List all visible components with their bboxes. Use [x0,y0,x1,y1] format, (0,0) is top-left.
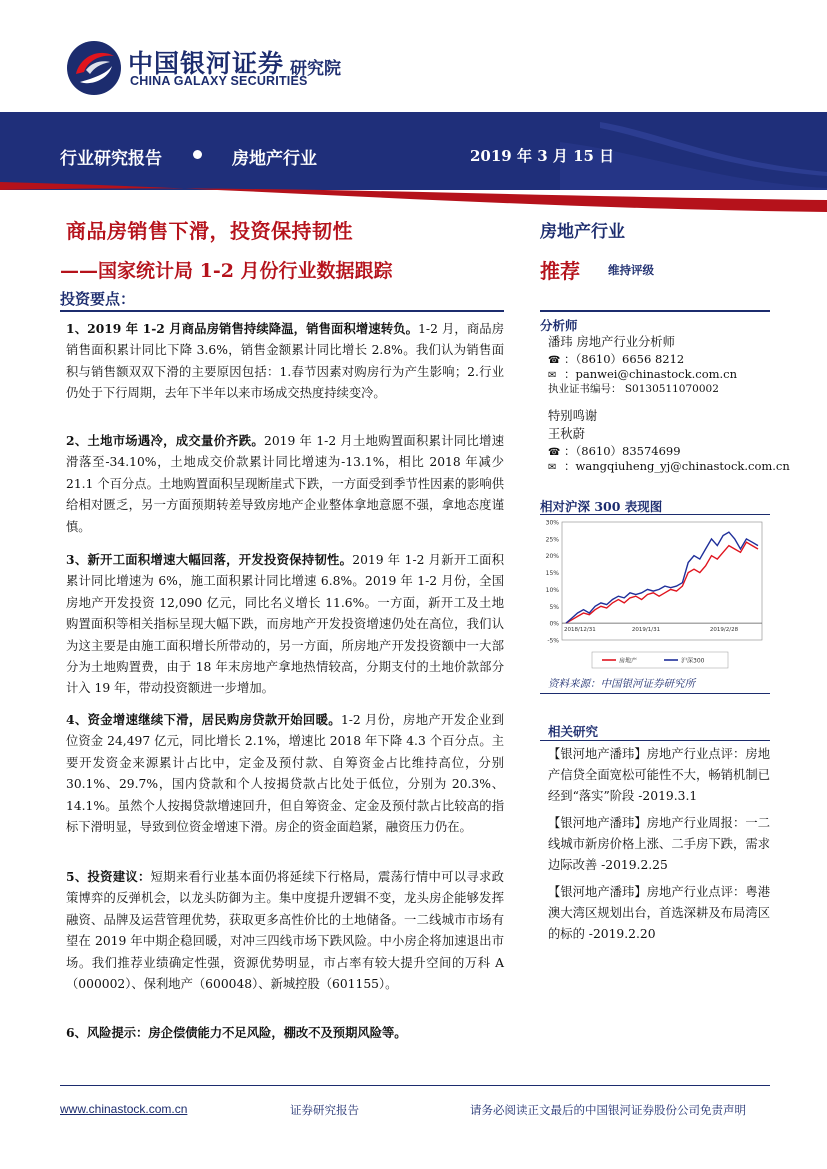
point-4-lead: 4、资金增速继续下滑，居民购房贷款开始回暖。 [66,712,341,727]
point-3-lead: 3、新开工面积增速大幅回落，开发投资保持韧性。 [66,552,353,567]
envelope-icon: ✉ [548,462,557,473]
chart-bottom-rule [540,693,770,694]
footer-disclaimer: 请务必阅读正文最后的中国银河证券股份公司免责声明 [470,1103,746,1117]
chart-plot-frame [562,522,762,640]
point-4 [66,709,504,838]
research-item[interactable]: 【银河地产潘玮】房地产行业周报：一二线城市新房价格上涨、二手房下跌，需求边际改善 -2019.2.25 [548,816,770,872]
thanks-phone-value: ：（8610）83574699 [564,444,681,458]
phone-icon: ☎ [548,355,561,366]
phone-icon: ☎ [548,447,561,458]
footer-website-link[interactable]: www.chinastock.com.cn [60,1102,188,1116]
research-heading: 相关研究 [548,724,599,739]
cert-number: S0130511070002 [624,383,719,395]
point-6 [66,1022,504,1044]
point-4-text: 1-2 月份，房地产开发企业到位资金 24,497 亿元，同比增长 2.1%，增速比 2018 年下降 4.3 个百分点。主要开发资金来源累计占比中，定金及预付款、自筹资金占比维持高位，分别 30.1%、29.7%，国内贷款和个人按揭贷款占比处于低位，分别为 20.3%、14.1%。虽然个人按揭贷款增速回升，但自筹资金、定金及预付款占比较高的指标下滑明显，导致到位资金增速下滑。房企的资金面趋紧，融资压力仍在。 [66,713,504,835]
analyst-cert [548,381,719,398]
research-rule [540,740,770,741]
points-heading: 投资要点： [60,290,136,308]
brand-name-en: CHINA GALAXY SECURITIES [130,74,308,88]
analyst-email-value[interactable]: ：panwei@chinastock.com.cn [564,367,738,381]
point-2-lead: 2、土地市场遇冷，成交量价齐跌。 [66,433,265,448]
chart-legend-label: 沪深300 [681,657,705,665]
footer-rule [60,1085,770,1086]
point-5-lead: 5、投资建议： [66,869,151,884]
point-1 [66,318,504,405]
chart-y-tick: 20% [545,553,559,561]
chart-y-tick: 5% [549,603,559,611]
point-3 [66,549,504,700]
bullet-dot [193,150,202,159]
point-2 [66,430,504,538]
thanks-name: 王秋蔚 [548,427,585,441]
point-1-lead: 1、2019 年 1-2 月商品房销售持续降温，销售面积增速转负。 [66,321,419,336]
thanks-email-value[interactable]: ：wangqiuheng_yj@chinastock.com.cn [564,459,790,473]
chart-series-line [566,542,758,623]
chart-y-tick: 25% [545,536,559,544]
point-3-text: 2019 年 1-2 月新开工面积累计同比增速为 6%，施工面积累计同比增速 6.8%。2019 年 1-2 月份，全国房地产开发投资 12,090 亿元，同比名义增长 11.6%。一方面，新开工及土地购置面积等相关指标呈现大幅下跌，而房地产开发投资增速仍处在高位，我们认为这主要是由施工面积增长所带动的，另一方面，所房地产开发投资额中一大部分为土地购置费，由于 18 年末房地产拿地热情较高，分期支付的土地价款部分计入 19 年，带动投资额进一步增加。 [66,553,504,696]
institute-label: 研究院 [290,59,341,79]
chart-x-tick: 2019/1/31 [631,627,661,634]
rating: 推荐 [540,259,580,283]
report-subtitle: ——国家统计局 1-2 月份行业数据跟踪 [60,260,393,282]
chart-y-tick: 30% [545,519,559,527]
analyst-name: 潘玮 房地产行业分析师 [548,335,675,349]
report-type: 行业研究报告 [60,149,162,169]
chart-source: 资料来源：中国银河证券研究所 [548,678,695,690]
point-1-text: 1-2 月，商品房销售面积累计同比下降 3.6%，销售金额累计同比增长 2.8%。我们认为销售面积与销售额双双下滑的主要原因包括：1.春节因素对购房行为产生影响；2.行业仍处于下行周期，去年下半年以来市场成交热度持续变冷。 [66,322,505,401]
envelope-icon: ✉ [548,370,557,381]
chart-y-tick: -5% [547,637,559,645]
research-item[interactable]: 【银河地产潘玮】房地产行业点评：房地产信贷全面宽松可能性不大，畅销机制已经到“落实”阶段 -2019.3.1 [548,747,770,803]
footer-doc-type: 证券研究报告 [290,1103,359,1117]
chart-title: 相对沪深 300 表现图 [540,499,663,514]
chart-x-tick: 2018/12/31 [564,627,596,634]
brand-name-cn: 中国银河证券 [128,49,285,78]
chart-y-tick: 15% [545,570,559,578]
side-industry: 房地产行业 [540,222,625,242]
company-logo [66,40,122,96]
point-5 [66,866,504,995]
special-thanks: 特别鸣谢 [548,409,598,423]
chart-legend-label: 房地产 [619,657,638,665]
analyst-phone-value: ：（8610）6656 8212 [564,352,685,366]
report-date: 2019 年 3 月 15 日 [470,147,615,165]
thanks-email[interactable] [548,458,790,476]
point-6-lead: 6、风险提示： [66,1025,149,1040]
relative-performance-chart [540,514,770,674]
side-rule [540,310,770,312]
point-5-text: 短期来看行业基本面仍将延续下行格局，震荡行情中可以寻求政策博弈的反弹机会，以龙头防御为主。集中度提升逻辑不变，龙头房企能够发挥融资、品牌及运营管理优势，获取更多高性价比的土地储备。一二线城市市场有望在 2019 年中期企稳回暖，对冲三四线市场下跌风险。中小房企将加速退出市场。我们推荐业绩确定性强，资源优势明显，市占率有较大提升空间的万科 A（000002）、保利地产（600048）、新城控股（601155）。 [66,870,504,992]
research-item[interactable]: 【银河地产潘玮】房地产行业点评：粤港澳大湾区规划出台，首选深耕及布局湾区的标的 -2019.2.20 [548,885,770,941]
chart-y-tick: 10% [545,586,559,594]
point-2-text: 2019 年 1-2 月土地购置面积累计同比增速滑落至-34.10%，土地成交价款累计同比增速为-13.1%，相比 2018 年减少 21.1 个百分点。土地购置面积呈现断崖式下跌，一方面受到季节性因素的影响供给相对匮乏，另一方面预期转差导致房地产企业整体拿地意愿不强，拿地态度谨慎。 [66,434,504,534]
analyst-heading: 分析师 [540,318,578,333]
banner-industry: 房地产行业 [232,149,317,169]
rating-note: 维持评级 [608,263,654,277]
chart-y-tick: 0% [549,620,559,628]
cert-label: 执业证书编号： [548,383,622,395]
points-rule [60,310,504,312]
chart-x-tick: 2019/2/28 [709,627,739,634]
report-title: 商品房销售下滑，投资保持韧性 [66,219,353,243]
point-6-text: 房企偿债能力不足风险，棚改不及预期风险等。 [148,1025,407,1040]
